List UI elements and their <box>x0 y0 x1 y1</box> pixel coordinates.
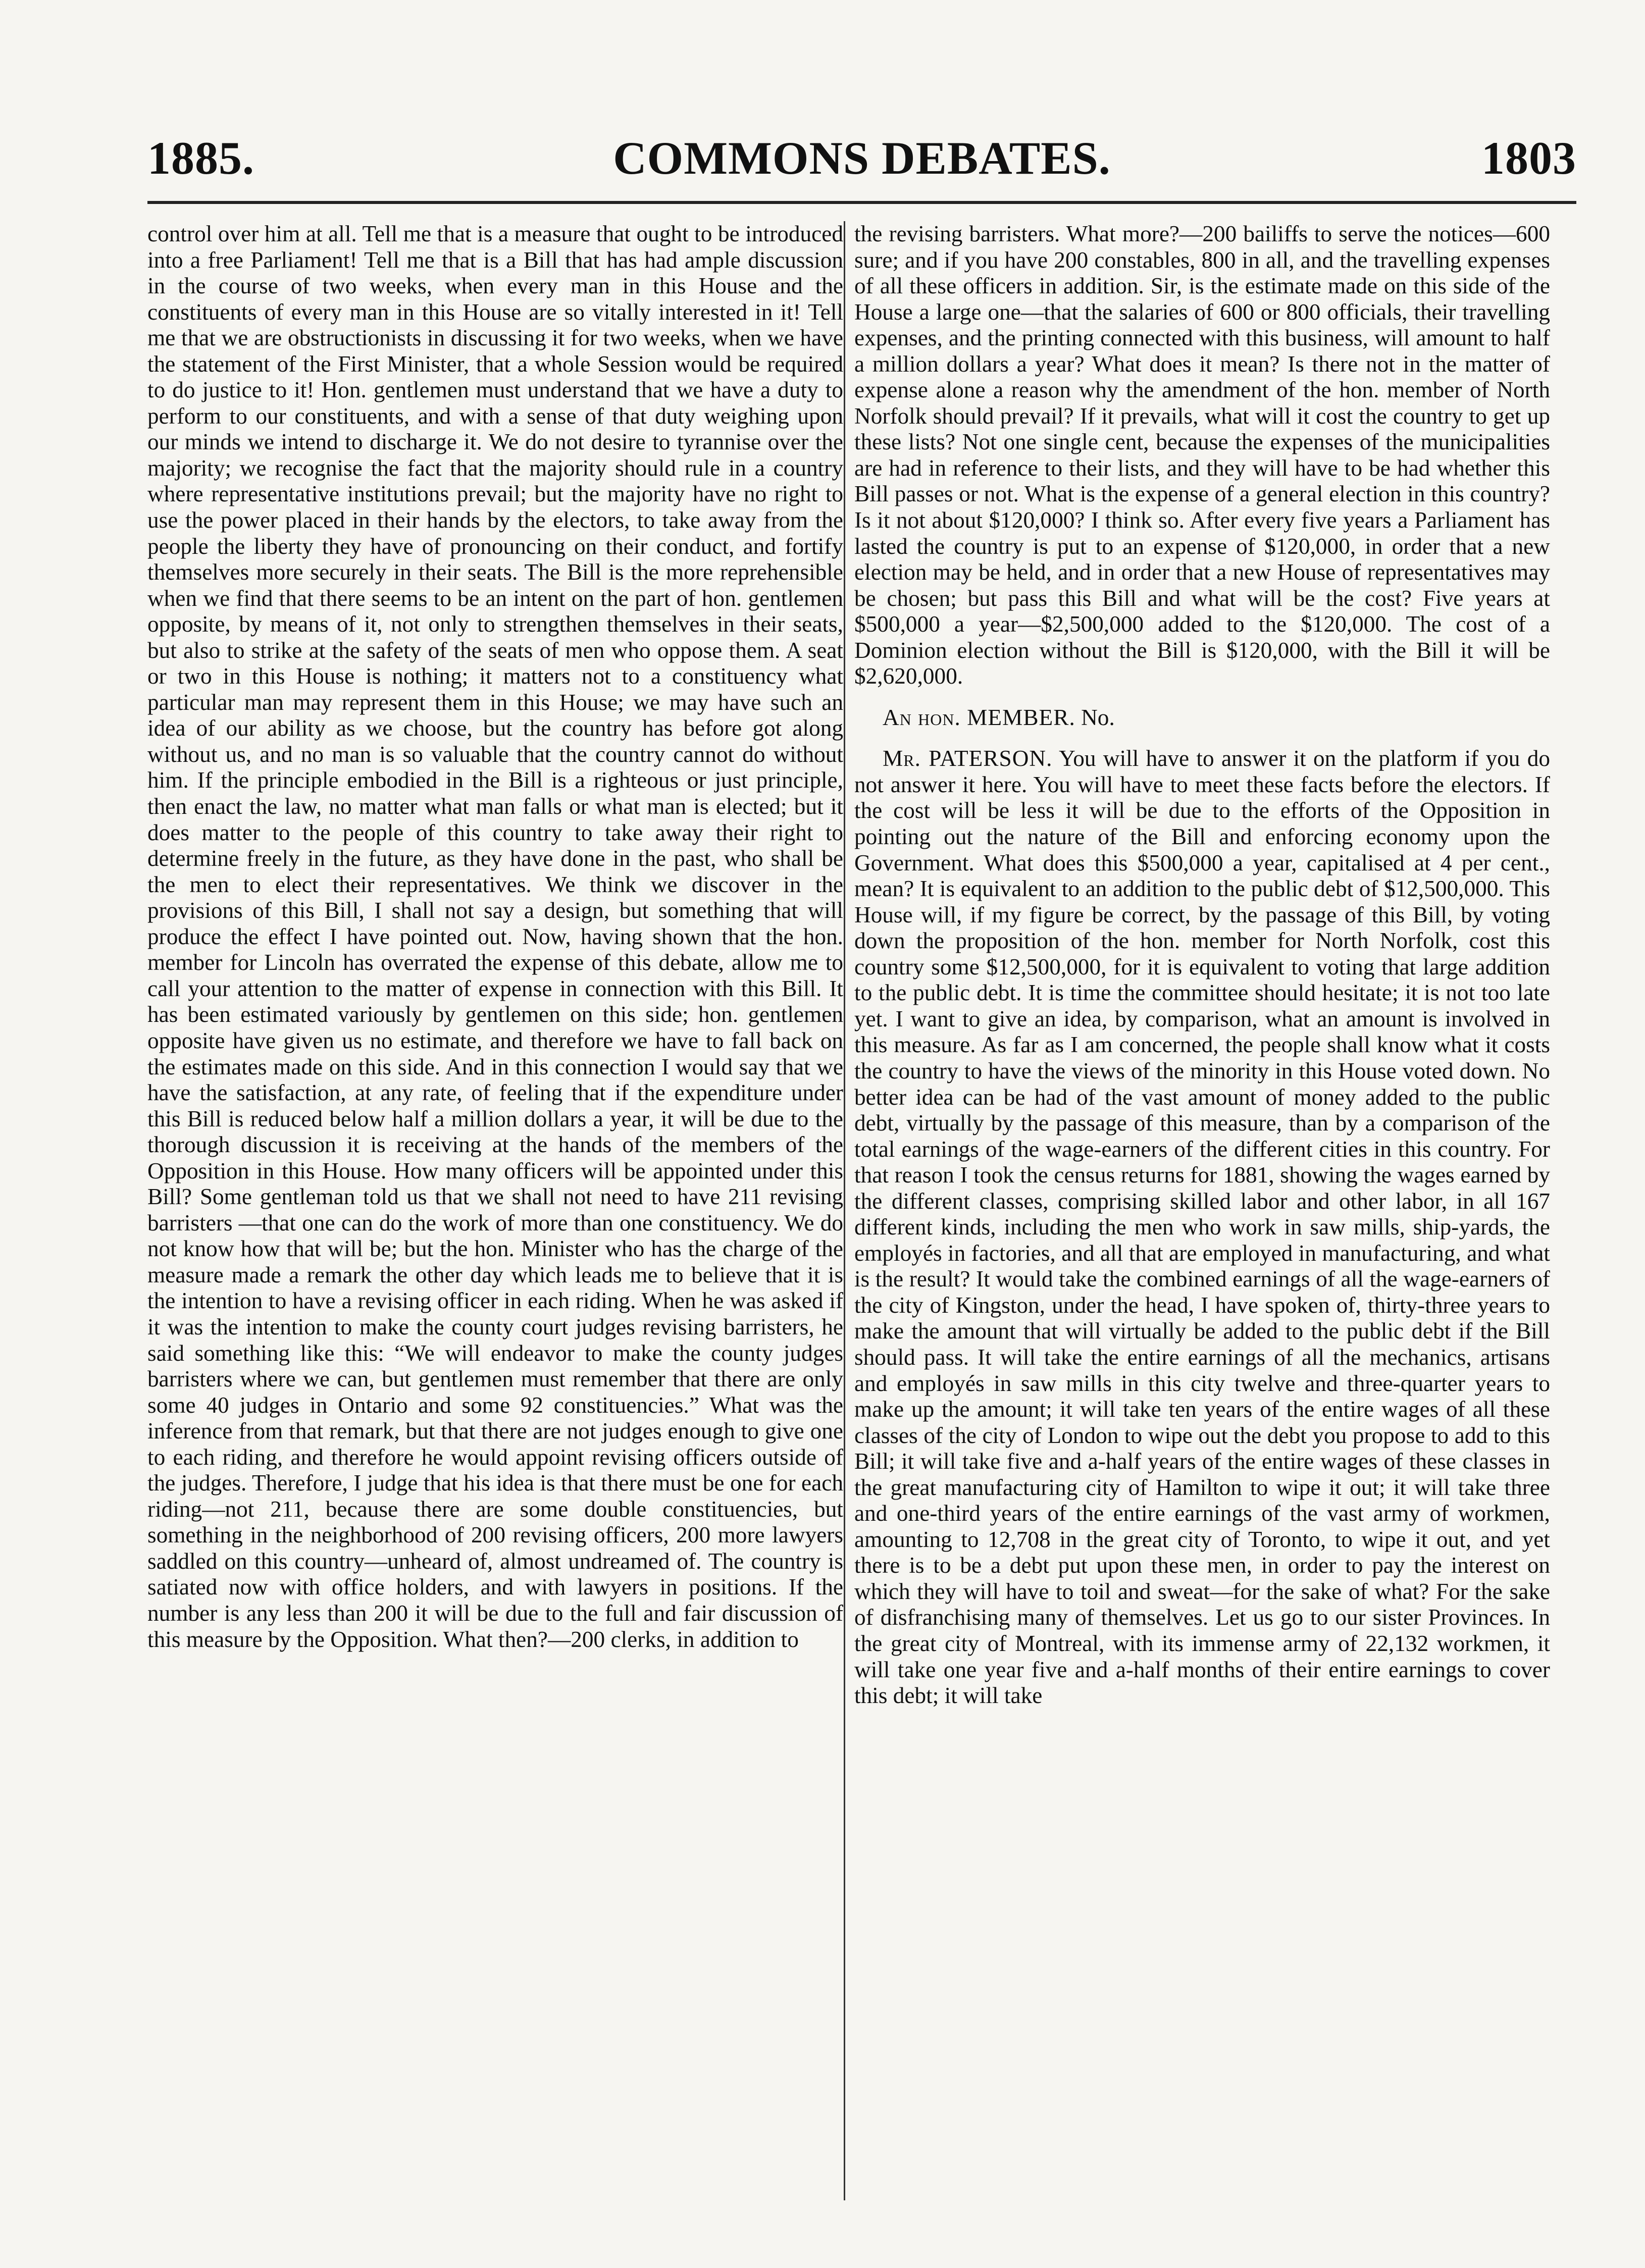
speaker-name: Mr. PATERSON. <box>883 746 1053 771</box>
right-paragraph-2 <box>854 705 1550 731</box>
right-paragraph-3 <box>854 746 1550 1709</box>
header-title: COMMONS DEBATES. <box>613 132 1111 184</box>
header-year: 1885. <box>147 132 254 184</box>
left-paragraph-1: control over him at all. Tell me that is a measure that ought to be introduced into a free Parliament! Tell me that is a Bill that has had ample discussion in the course of two weeks, when every man in this House and the constituents of every man in this House are so vitally interested in it! Tell me that we are obstructionists in discussing it for two weeks, when we have the statement of the First Minister, that a whole Session would be required to do justice to it! Hon. gentlemen must understand that we have a duty to perform to our constituents, and with a sense of that duty weighing upon our minds we intend to discharge it. We do not desire to tyrannise over the majority; we recognise the fact that the majority should rule in a country where representative institutions prevail; but the majority have no right to use the power placed in their hands by the electors, to take away from the people the liberty they have of pronouncing on their conduct, and fortify themselves more securely in their seats. The Bill is the more reprehensible when we find that there seems to be an intent on the part of hon. gentlemen opposite, by means of it, not only to strengthen themselves in their seats, but also to strike at the safety of the seats of men who oppose them. A seat or two in this House is nothing; it matters not to a constituency what particular man may represent them in this House; we may have such an idea of our ability as we choose, but the country has before got along without us, and no man is so valuable that the country cannot do without him. If the principle embodied in the Bill is a righteous or just principle, then enact the law, no matter what man falls or what man is elected; but it does matter to the people of this country to take away their right to determine freely in the future, as they have done in the past, who shall be the men to elect their representatives. We think we discover in the provisions of this Bill, I shall not say a design, but something that will produce the effect I have pointed out. Now, having shown that the hon. member for Lincoln has overrated the expense of this debate, allow me to call your attention to the matter of expense in connection with this Bill. It has been estimated variously by gentlemen on this side; hon. gentlemen opposite have given us no estimate, and therefore we have to fall back on the estimates made on this side. And in this connection I would say that we have the satisfaction, at any rate, of feeling that if the expenditure under this Bill is reduced below half a million dollars a year, it will be due to the thorough discussion it is receiving at the hands of the members of the Opposition in this House. How many officers will be appointed under this Bill? Some gentleman told us that we shall not need to have 211 revising barristers —that one can do the work of more than one constituency. We do not know how that will be; but the hon. Minister who has the charge of the measure made a remark the other day which leads me to believe that it is the intention to have a revising officer in each riding. When he was asked if it was the intention to make the county court judges revising barristers, he said something like this: “We will endeavor to make the county judges barristers where we can, but gentlemen must remember that there are only some 40 judges in Ontario and some 92 constituencies.” What was the inference from that remark, but that there are not judges enough to give one to each riding, and therefore he would appoint revising officers outside of the judges. Therefore, I judge that his idea is that there must be one for each riding—not 211, because there are some double constituencies, but something in the neighborhood of 200 revising officers, 200 more lawyers saddled on this country—unheard of, almost undreamed of. The country is satiated now with office holders, and with lawyers in positions. If the number is any less than 200 it will be due to the full and fair discussion of this measure by the Opposition. What then?—200 clerks, in addition to <box>147 221 843 1652</box>
page-header <box>147 130 1576 191</box>
right-column <box>854 221 1550 1709</box>
speech-text: You will have to answer it on the platform if you do not answer it here. You will have to meet these facts before the electors. If the cost will be less it will be due to the efforts of the Opposition in pointing out the nature of the Bill and enforcing economy upon the Government. What does this $500,000 a year, capitalised at 4 per cent., mean? It is equivalent to an addition to the public debt of $12,500,000. This House will, if my figure be correct, by the passage of this Bill, by voting down the proposition of the hon. member for North Norfolk, cost this country some $12,500,000, for it is equivalent to voting that large addition to the public debt. It is time the committee should hesitate; it is not too late yet. I want to give an idea, by comparison, what an amount is involved in this measure. As far as I am concerned, the people shall know what it costs the country to have the views of the minority in this House voted down. No better idea can be had of the vast amount of money added to the public debt, virtually by the passage of this measure, than by a comparison of the total earnings of the wage-earners of the different cities in this country. For that reason I took the census returns for 1881, showing the wages earned by the different classes, comprising skilled labor and other labor, in all 167 different kinds, including the men who work in saw mills, ship-yards, the employés in factories, and all that are employed in manufacturing, and what is the result? It would take the combined earnings of all the wage-earners of the city of Kingston, under the head, I have spoken of, thirty-three years to make the amount that will virtually be added to the public debt if the Bill should pass. It will take the entire earnings of all the mechanics, artisans and employés in saw mills in this city twelve and three-quarter years to make up the amount; it will take ten years of the entire wages of all these classes of the city of London to wipe out the debt you propose to add to this Bill; it will take five and a-half years of the entire wages of these classes in the great manufacturing city of Hamilton to wipe it out; it will take three and one-third years of the entire earnings of the vast army of workmen, amounting to 12,708 in the great city of Toronto, to wipe it out, and yet there is to be a debt put upon these men, in order to pay the interest on which they will have to toil and sweat—for the sake of what? For the sake of disfranchising many of themselves. Let us go to our sister Provinces. In the great city of Montreal, with its immense army of 22,132 workmen, it will take one year five and a-half months of their entire earnings to cover this debt; it will take <box>854 746 1550 1709</box>
right-paragraph-1: the revising barristers. What more?—200 bailiffs to serve the notices—600 sure; and if you have 200 constables, 800 in all, and the travelling expenses of all these officers in addition. Sir, is the estimate made on this side of the House a large one—that the salaries of 600 or 800 officials, their travelling expenses, and the printing connected with this business, will amount to half a million dollars a year? What does it mean? Is there not in the matter of expense alone a reason why the amendment of the hon. member of North Norfolk should prevail? If it prevails, what will it cost the country to get up these lists? Not one single cent, because the expenses of the municipalities are had in reference to their lists, and they will have to be had whether this Bill passes or not. What is the expense of a general election in this country? Is it not about $120,000? I think so. After every five years a Parliament has lasted the country is put to an expense of $120,000, in order that a new election may be held, and in order that a new House of representatives may be chosen; but pass this Bill and what will be the cost? Five years at $500,000 a year—$2,500,000 added to the $120,000. The cost of a Dominion election without the Bill is $120,000, with the Bill it will be $2,620,000. <box>854 221 1550 689</box>
speech-text: No. <box>1081 704 1115 730</box>
header-rule <box>147 201 1576 204</box>
left-column <box>147 221 843 1653</box>
speaker-name: An hon. MEMBER. <box>883 704 1075 730</box>
header-page-number: 1803 <box>1481 132 1576 184</box>
column-divider <box>844 221 845 2200</box>
